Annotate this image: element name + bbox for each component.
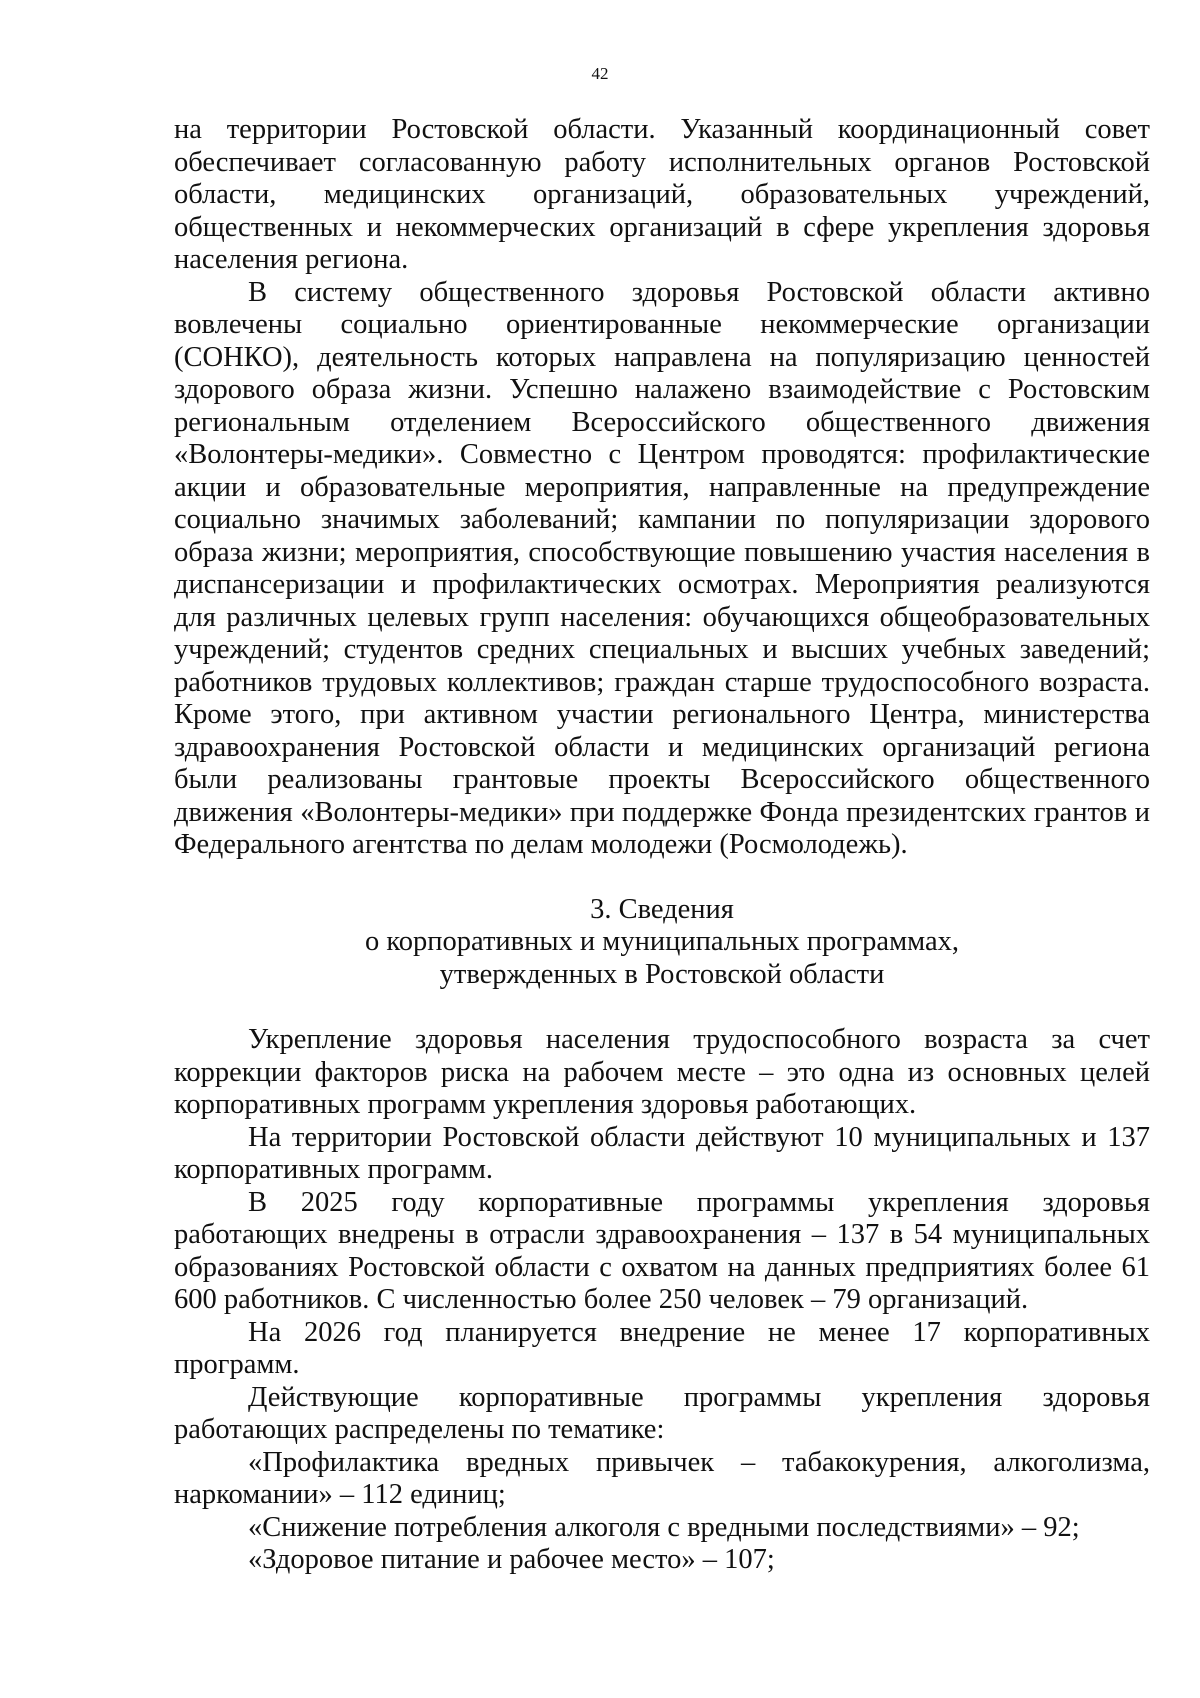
paragraph-topics-intro: Действующие корпоративные программы укрепления здоровья работающих распределены по тематике: xyxy=(174,1381,1150,1445)
paragraph-2026: На 2026 год планируется внедрение не менее 17 корпоративных программ. xyxy=(174,1316,1150,1380)
paragraph-continuation: на территории Ростовской области. Указанный координационный совет обеспечивает согласованную работу исполнительных органов Ростовской области, медицинских организаций, образовательных учреждений, общественных и некоммерческих организаций в сфере укрепления здоровья населения региона. xyxy=(174,114,1150,275)
list-item: «Здоровое питание и рабочее место» – 107; xyxy=(248,1544,775,1575)
paragraph-2025: В 2025 году корпоративные программы укрепления здоровья работающих внедрены в отрасли здравоохранения – 137 в 54 муниципальных образованиях Ростовской области с охватом на данных предприятиях более 61 600 работников. С численностью более 250 человек – 79 организаций. xyxy=(174,1186,1150,1315)
section-heading xyxy=(174,894,1150,992)
section-title-line-2: о корпоративных и муниципальных программах, xyxy=(365,926,959,957)
paragraph-intro: Укрепление здоровья населения трудоспособного возраста за счет коррекции факторов риска на рабочем месте – это одна из основных целей корпоративных программ укрепления здоровья работающих. xyxy=(174,1024,1150,1120)
paragraph-sonko: В систему общественного здоровья Ростовской области активно вовлечены социально ориентированные некоммерческие организации (СОНКО), деятельность которых направлена на популяризацию ценностей здорового образа жизни. Успешно налажено взаимодействие с Ростовским региональным отделением Всероссийского общественного движения «Волонтеры-медики». Совместно с Центром проводятся: профилактические акции и образовательные мероприятия, направленные на предупреждение социально значимых заболеваний; кампании по популяризации здорового образа жизни; мероприятия, способствующие повышению участия населения в диспансеризации и профилактических осмотрах. Мероприятия реализуются для различных целевых групп населения: обучающихся общеобразовательных учреждений; студентов средних специальных и высших учебных заведений; работников трудовых коллективов; граждан старше трудоспособного возраста. Кроме этого, при активном участии регионального Центра, министерства здравоохранения Ростовской области и медицинских организаций региона были реализованы грантовые проекты Всероссийского общественного движения «Волонтеры-медики» при поддержке Фонда президентских грантов и Федерального агентства по делам молодежи (Росмолодежь). xyxy=(174,276,1150,860)
list-item: «Профилактика вредных привычек – табакокурения, алкоголизма, наркомании» – 112 единиц; xyxy=(174,1446,1150,1510)
paragraph-programs-count: На территории Ростовской области действуют 10 муниципальных и 137 корпоративных программ. xyxy=(174,1121,1150,1185)
document-body xyxy=(174,114,1150,1577)
page-number: 42 xyxy=(591,64,609,83)
section-title-line-1: 3. Сведения xyxy=(590,893,734,925)
section-title-line-3: утвержденных в Ростовской области xyxy=(439,958,885,990)
list-item: «Снижение потребления алкоголя с вредными последствиями» – 92; xyxy=(248,1511,1080,1543)
